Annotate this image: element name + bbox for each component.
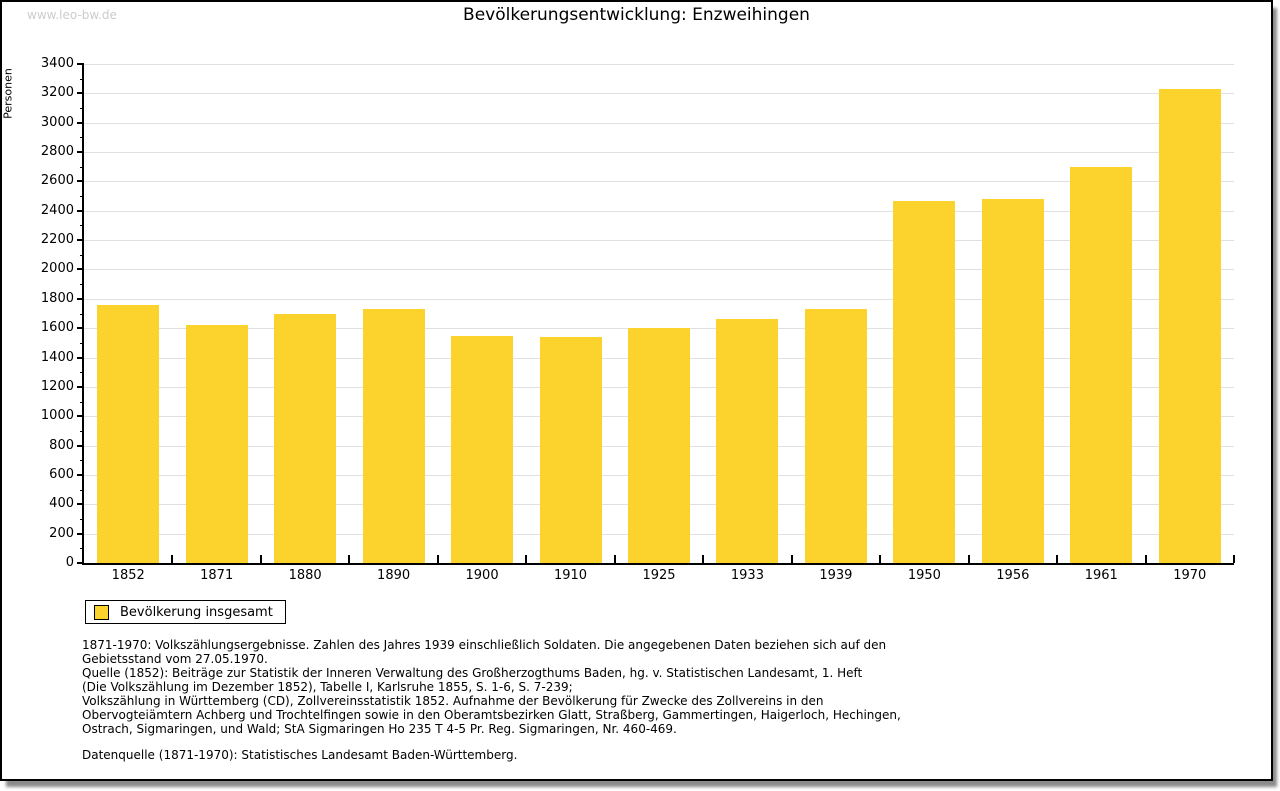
x-axis-tick-label: 1970 <box>1173 568 1207 583</box>
footer-line: 1871-1970: Volkszählungsergebnisse. Zahlen des Jahres 1939 einschließlich Soldaten. Die angegebenen Daten beziehen sich auf den <box>82 638 887 652</box>
x-axis-tick <box>791 555 793 563</box>
gridline <box>84 211 1234 212</box>
y-axis-tick-label: 2000 <box>40 261 74 277</box>
x-axis-line <box>82 563 1234 565</box>
footer-line: Obervogteiämtern Achberg und Trochtelfingen sowie in den Oberamtsbezirken Glatt, Straßberg, Gammertingen, Haigerloch, Hechingen, <box>82 708 901 722</box>
x-axis-tick <box>1233 555 1235 563</box>
gridline <box>84 152 1234 153</box>
bar <box>1070 167 1132 563</box>
y-axis-tick-label: 2400 <box>40 202 74 218</box>
footer-line: Gebietsstand vom 27.05.1970. <box>82 652 268 666</box>
gridline <box>84 64 1234 65</box>
x-axis-tick <box>260 555 262 563</box>
x-axis-tick-label: 1925 <box>642 568 676 583</box>
bar <box>97 305 159 563</box>
bar <box>1159 89 1221 563</box>
y-axis-tick-label: 0 <box>65 555 74 570</box>
bar <box>363 309 425 563</box>
y-axis-tick-label: 1000 <box>40 408 74 424</box>
y-axis-tick-label: 400 <box>49 496 74 512</box>
x-axis-tick-label: 1900 <box>465 568 499 583</box>
x-axis-tick <box>879 555 881 563</box>
bar <box>274 314 336 564</box>
footer-line: Quelle (1852): Beiträge zur Statistik der Inneren Verwaltung des Großherzogthums Baden, hg. v. Statistischen Landesamt, 1. Heft <box>82 666 863 680</box>
y-axis-tick-label: 600 <box>49 466 74 482</box>
y-axis-tick-label: 1800 <box>40 290 74 306</box>
chart-title: Bevölkerungsentwicklung: Enzweihingen <box>463 5 810 25</box>
gridline <box>84 181 1234 182</box>
y-axis-tick-label: 3400 <box>40 56 74 71</box>
y-axis-tick-label: 1200 <box>40 378 74 394</box>
bar <box>982 199 1044 563</box>
gridline <box>84 93 1234 94</box>
x-axis-tick-label: 1956 <box>996 568 1030 583</box>
footer-datasource: Datenquelle (1871-1970): Statistisches Landesamt Baden-Württemberg. <box>82 748 518 762</box>
x-axis-tick <box>968 555 970 563</box>
gridline <box>84 123 1234 124</box>
x-axis-tick-label: 1933 <box>730 568 764 583</box>
x-axis-tick <box>1145 555 1147 563</box>
y-axis-line <box>82 63 84 565</box>
x-axis-tick-label: 1880 <box>288 568 322 583</box>
bar <box>893 201 955 563</box>
y-axis-tick-label: 200 <box>49 525 74 541</box>
x-axis-tick <box>1056 555 1058 563</box>
x-axis-tick-label: 1852 <box>111 568 145 583</box>
x-axis-tick <box>171 555 173 563</box>
x-axis-tick <box>348 555 350 563</box>
bar <box>451 336 513 563</box>
y-axis-tick-label: 3000 <box>40 114 74 130</box>
x-axis-tick-label: 1871 <box>200 568 234 583</box>
x-axis-tick-label: 1961 <box>1084 568 1118 583</box>
bar <box>540 337 602 563</box>
watermark: www.leo-bw.de <box>27 8 117 22</box>
x-axis-tick <box>702 555 704 563</box>
x-axis-tick <box>437 555 439 563</box>
y-axis-tick-label: 1400 <box>40 349 74 365</box>
footer-notes <box>82 638 1182 762</box>
y-axis-tick-label: 3200 <box>40 85 74 101</box>
bar <box>186 325 248 563</box>
gridline <box>84 269 1234 270</box>
footer-line: Volkszählung in Württemberg (CD), Zollvereinsstatistik 1852. Aufnahme der Bevölkerung für Zwecke des Zollvereins in den <box>82 694 824 708</box>
y-axis-tick-label: 2800 <box>40 144 74 160</box>
x-axis-tick-label: 1910 <box>553 568 588 583</box>
legend-label: Bevölkerung insgesamt <box>120 604 273 620</box>
footer-line: Ostrach, Sigmaringen, und Wald; StA Sigmaringen Ho 235 T 4-5 Pr. Reg. Sigmaringen, Nr. 460-469. <box>82 722 677 736</box>
gridline <box>84 299 1234 300</box>
x-axis-tick <box>614 555 616 563</box>
x-axis-tick-label: 1939 <box>819 568 853 583</box>
y-axis-tick-label: 2200 <box>40 232 74 248</box>
bar <box>805 309 867 563</box>
x-axis-tick-label: 1890 <box>377 568 411 583</box>
y-axis-tick-label: 1600 <box>40 320 74 336</box>
y-axis-tick-label: 800 <box>49 437 74 453</box>
legend-swatch-icon <box>94 605 109 620</box>
x-axis-tick-label: 1950 <box>907 568 941 583</box>
x-axis-tick <box>525 555 527 563</box>
bar <box>716 319 778 563</box>
footer-line: (Die Volkszählung im Dezember 1852), Tabelle I, Karlsruhe 1855, S. 1-6, S. 7-239; <box>82 680 573 694</box>
y-axis-title: Personen <box>1 68 15 119</box>
legend <box>85 600 286 624</box>
bar <box>628 328 690 563</box>
y-axis-tick-label: 2600 <box>40 173 74 189</box>
gridline <box>84 240 1234 241</box>
